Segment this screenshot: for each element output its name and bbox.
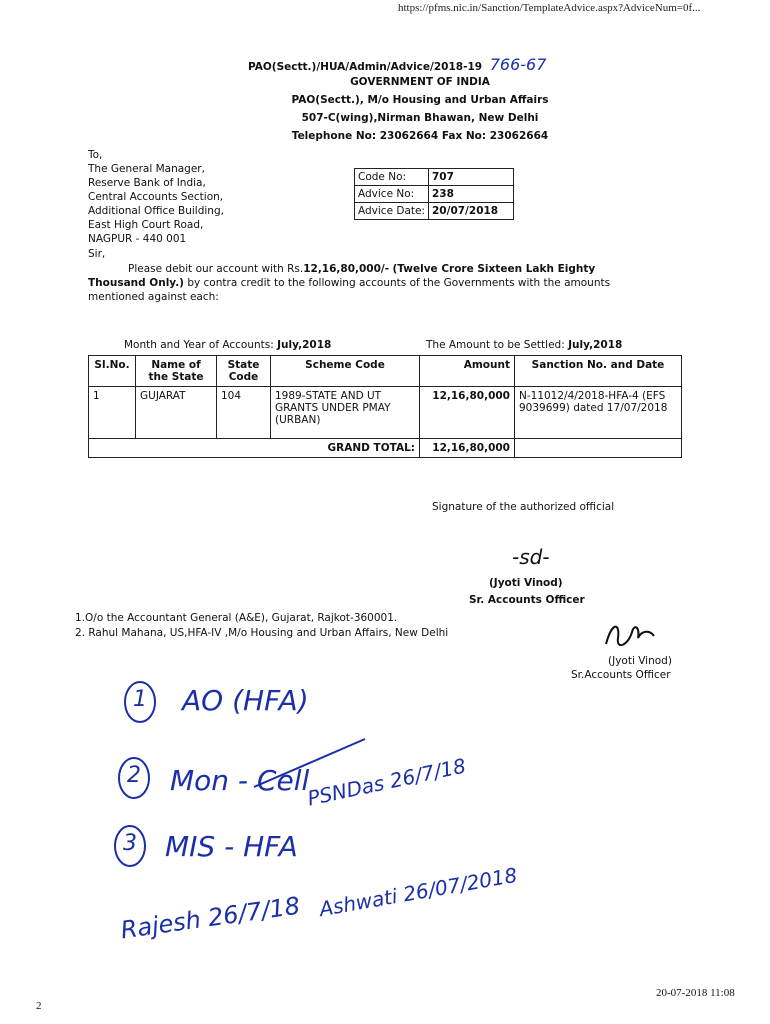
advice-value: 238 <box>429 186 514 203</box>
body-text-2: by contra credit to the following accounts of the Governments with the amounts <box>183 277 611 289</box>
total-row <box>89 439 682 458</box>
month-year <box>124 338 331 352</box>
settled-label: The Amount to be Settled: <box>426 339 569 351</box>
advice-code-box <box>354 168 514 220</box>
page-url: https://pfms.nic.in/Sanction/TemplateAdvice.aspx?AdviceNum=0f... <box>398 2 701 14</box>
office-phone: Telephone No: 23062664 Fax No: 23062664 <box>291 130 549 142</box>
handwritten-signature-a: Rajesh 26/7/18 <box>118 891 302 945</box>
signatory2-title: Sr.Accounts Officer <box>571 669 671 681</box>
copy-to-2: 2. Rahul Mahana, US,HFA-IV ,M/o Housing and Urban Affairs, New Delhi <box>75 627 449 639</box>
signature-caption: Signature of the authorized official <box>432 501 615 513</box>
note-line-1: AO (HFA) <box>182 684 309 717</box>
salutation: Sir, <box>88 248 106 260</box>
col-header: Scheme Code <box>271 356 420 387</box>
addressee-line: The General Manager, <box>88 163 205 175</box>
col-header: Name of the State <box>136 356 217 387</box>
advice-label: Advice No: <box>355 186 429 203</box>
date-label: Advice Date: <box>355 203 429 220</box>
note-line-3: MIS - HFA <box>165 830 298 863</box>
copy-to-1: 1.O/o the Accountant General (A&E), Gujarat, Rajkot-360001. <box>75 612 398 624</box>
body-paragraph <box>88 262 688 304</box>
accounts-table <box>88 355 682 458</box>
total-value: 12,16,80,000 <box>420 439 515 458</box>
handwritten-ref: 766-67 <box>489 55 547 74</box>
total-label: GRAND TOTAL: <box>89 439 420 458</box>
cell-amount: 12,16,80,000 <box>420 387 515 439</box>
page-number: 2 <box>36 1000 42 1012</box>
body-text: Please debit our account with Rs. <box>128 263 304 275</box>
office-address: 507-C(wing),Nirman Bhawan, New Delhi <box>301 112 539 124</box>
signatory2-name: (Jyoti Vinod) <box>608 655 672 667</box>
reference-text: PAO(Sectt.)/HUA/Admin/Advice/2018-19 <box>248 61 483 73</box>
handwritten-signature-b: Ashwati 26/07/2018 <box>317 862 519 922</box>
reference-number <box>248 55 546 74</box>
timestamp: 20-07-2018 11:08 <box>656 987 735 999</box>
body-words: (Twelve Crore Sixteen Lakh Eighty <box>392 263 596 275</box>
cell-state: GUJARAT <box>136 387 217 439</box>
addressee-line: To, <box>88 149 103 161</box>
date-value: 20/07/2018 <box>429 203 514 220</box>
addressee-line: NAGPUR - 440 001 <box>88 233 187 245</box>
month-value: July,2018 <box>277 339 332 351</box>
signatory-title: Sr. Accounts Officer <box>469 594 585 606</box>
cell-state-code: 104 <box>217 387 271 439</box>
body-words-2: Thousand Only.) <box>88 277 184 289</box>
settled-value: July,2018 <box>568 339 623 351</box>
body-amount: 12,16,80,000/- <box>303 263 390 275</box>
note-line-2: Mon - Cell <box>170 764 310 797</box>
cell-slno: 1 <box>89 387 136 439</box>
body-text-3: mentioned against each: <box>88 291 219 303</box>
code-label: Code No: <box>355 169 429 186</box>
addressee-line: Reserve Bank of India, <box>88 177 206 189</box>
empty-cell <box>515 439 682 458</box>
note-num-3: 3 <box>123 831 137 856</box>
addressee-line: Central Accounts Section, <box>88 191 224 203</box>
code-value: 707 <box>429 169 514 186</box>
office-name: PAO(Sectt.), M/o Housing and Urban Affairs <box>291 94 549 106</box>
addressee-block <box>88 148 224 246</box>
cell-sanction: N-11012/4/2018-HFA-4 (EFS 9039699) dated 17/07/2018 <box>515 387 682 439</box>
col-header: Amount <box>420 356 515 387</box>
table-row <box>89 387 682 439</box>
col-header: Sl.No. <box>89 356 136 387</box>
signatory-name: (Jyoti Vinod) <box>489 577 563 589</box>
signature-scribble <box>598 616 668 656</box>
addressee-line: East High Court Road, <box>88 219 204 231</box>
note-num-1: 1 <box>133 687 147 712</box>
gov-title: GOVERNMENT OF INDIA <box>350 76 490 88</box>
amount-settled <box>426 338 622 352</box>
col-header: State Code <box>217 356 271 387</box>
note-num-2: 2 <box>127 763 141 788</box>
col-header: Sanction No. and Date <box>515 356 682 387</box>
month-label: Month and Year of Accounts: <box>124 339 278 351</box>
addressee-line: Additional Office Building, <box>88 205 224 217</box>
table-header-row <box>89 356 682 387</box>
cell-scheme: 1989-STATE AND UT GRANTS UNDER PMAY (URBAN) <box>271 387 420 439</box>
sd-mark: -sd- <box>512 545 550 569</box>
note-initials: PSNDas 26/7/18 <box>305 753 468 811</box>
